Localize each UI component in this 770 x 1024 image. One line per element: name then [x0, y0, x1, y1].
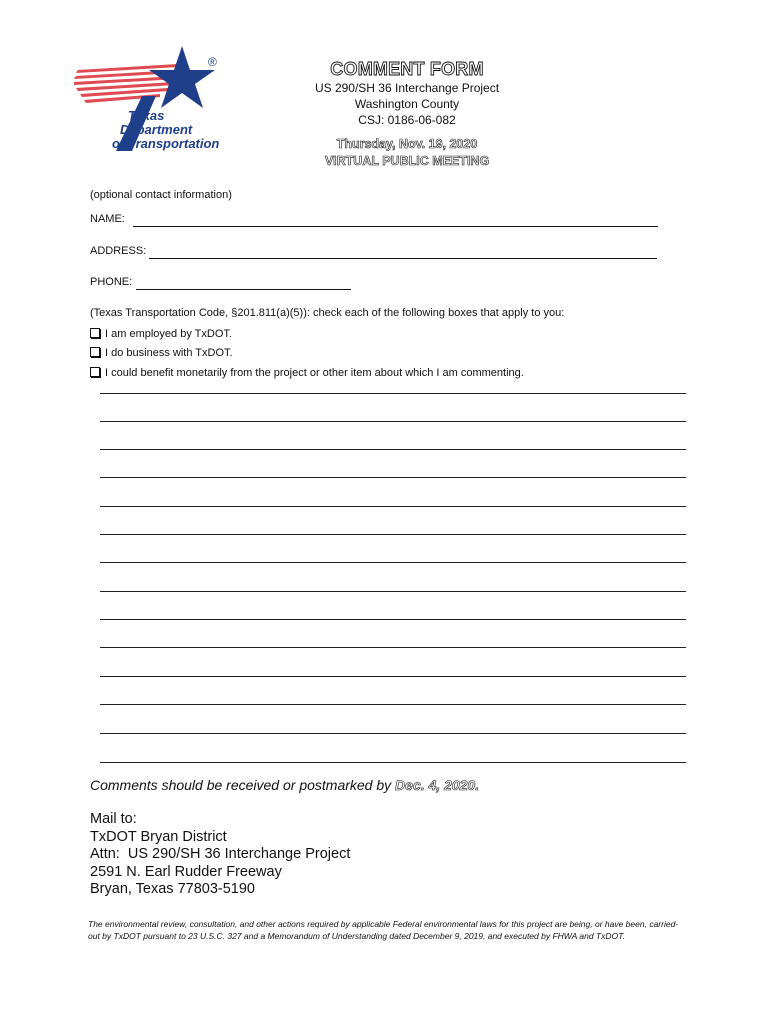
disclosure-intro: (Texas Transportation Code, §201.811(a)(5)): check each of the following boxes that apply to you: — [90, 307, 565, 319]
checkbox-benefit[interactable] — [90, 367, 100, 377]
comment-line[interactable] — [100, 534, 686, 535]
comment-line[interactable] — [100, 449, 686, 450]
optional-contact-note: (optional contact information) — [90, 189, 232, 201]
registered-mark: ® — [208, 55, 217, 69]
checkbox-employed-label: I am employed by TxDOT. — [105, 328, 232, 340]
phone-field[interactable] — [136, 289, 351, 290]
county-name: Washington County — [354, 97, 460, 111]
mail-district: TxDOT Bryan District — [90, 828, 227, 845]
name-field[interactable] — [133, 226, 658, 227]
comment-deadline — [90, 777, 479, 793]
checkbox-business-label: I do business with TxDOT. — [105, 347, 233, 359]
star-shape — [149, 46, 215, 108]
address-label: ADDRESS: — [90, 245, 147, 257]
logo-text-texas: Texas — [128, 108, 165, 123]
mail-city: Bryan, Texas 77803-5190 — [90, 881, 255, 897]
checkbox-benefit-row[interactable] — [90, 366, 524, 380]
meeting-date: Thursday, Nov. 19, 2020 — [336, 137, 478, 151]
mail-to-label: Mail to: — [90, 811, 137, 827]
comment-line[interactable] — [100, 619, 686, 620]
comment-line[interactable] — [100, 733, 686, 734]
csj-number: CSJ: 0186-06-082 — [358, 113, 456, 127]
address-field[interactable] — [149, 258, 657, 259]
checkbox-employed-row[interactable] — [90, 327, 232, 341]
project-name: US 290/SH 36 Interchange Project — [314, 81, 500, 95]
comment-line[interactable] — [100, 676, 686, 677]
logo-text-department: Department — [120, 122, 193, 137]
comment-line[interactable] — [100, 591, 686, 592]
form-header — [232, 58, 582, 170]
checkbox-benefit-label: I could benefit monetarily from the project or other item about which I am commenting. — [105, 367, 524, 379]
comment-line[interactable] — [100, 562, 686, 563]
comment-line[interactable] — [100, 506, 686, 507]
checkbox-business[interactable] — [90, 347, 100, 357]
name-label: NAME: — [90, 213, 125, 225]
comment-line[interactable] — [100, 421, 686, 422]
speed-stripes — [74, 64, 178, 103]
mail-street: 2591 N. Earl Rudder Freeway — [90, 863, 282, 880]
meeting-type: VIRTUAL PUBLIC MEETING — [324, 154, 490, 168]
comment-line[interactable] — [100, 393, 686, 394]
form-title: COMMENT FORM — [330, 59, 484, 79]
comment-line[interactable] — [100, 704, 686, 705]
comment-line[interactable] — [100, 762, 686, 763]
deadline-text: Comments should be received or postmarked by — [90, 777, 392, 793]
environmental-footnote: The environmental review, consultation, and other actions required by applicable Federal environmental laws for this project are being, or have been, carried-out by TxDOT pursuant to 23 U.S.C. 327 and a Memorandum of Understanding dated December 9, 2019, and executed by FHWA and TxDOT. — [88, 919, 679, 941]
checkbox-business-row[interactable] — [90, 346, 233, 360]
mail-attn: Attn: US 290/SH 36 Interchange Project — [90, 846, 351, 862]
txdot-logo — [74, 44, 224, 156]
phone-label: PHONE: — [90, 276, 133, 288]
mailing-address — [90, 811, 350, 899]
comment-line[interactable] — [100, 477, 686, 478]
checkbox-employed[interactable] — [90, 328, 100, 338]
deadline-date: Dec. 4, 2020. — [395, 777, 480, 793]
logo-text-transportation: of Transportation — [112, 136, 220, 151]
comment-line[interactable] — [100, 647, 686, 648]
